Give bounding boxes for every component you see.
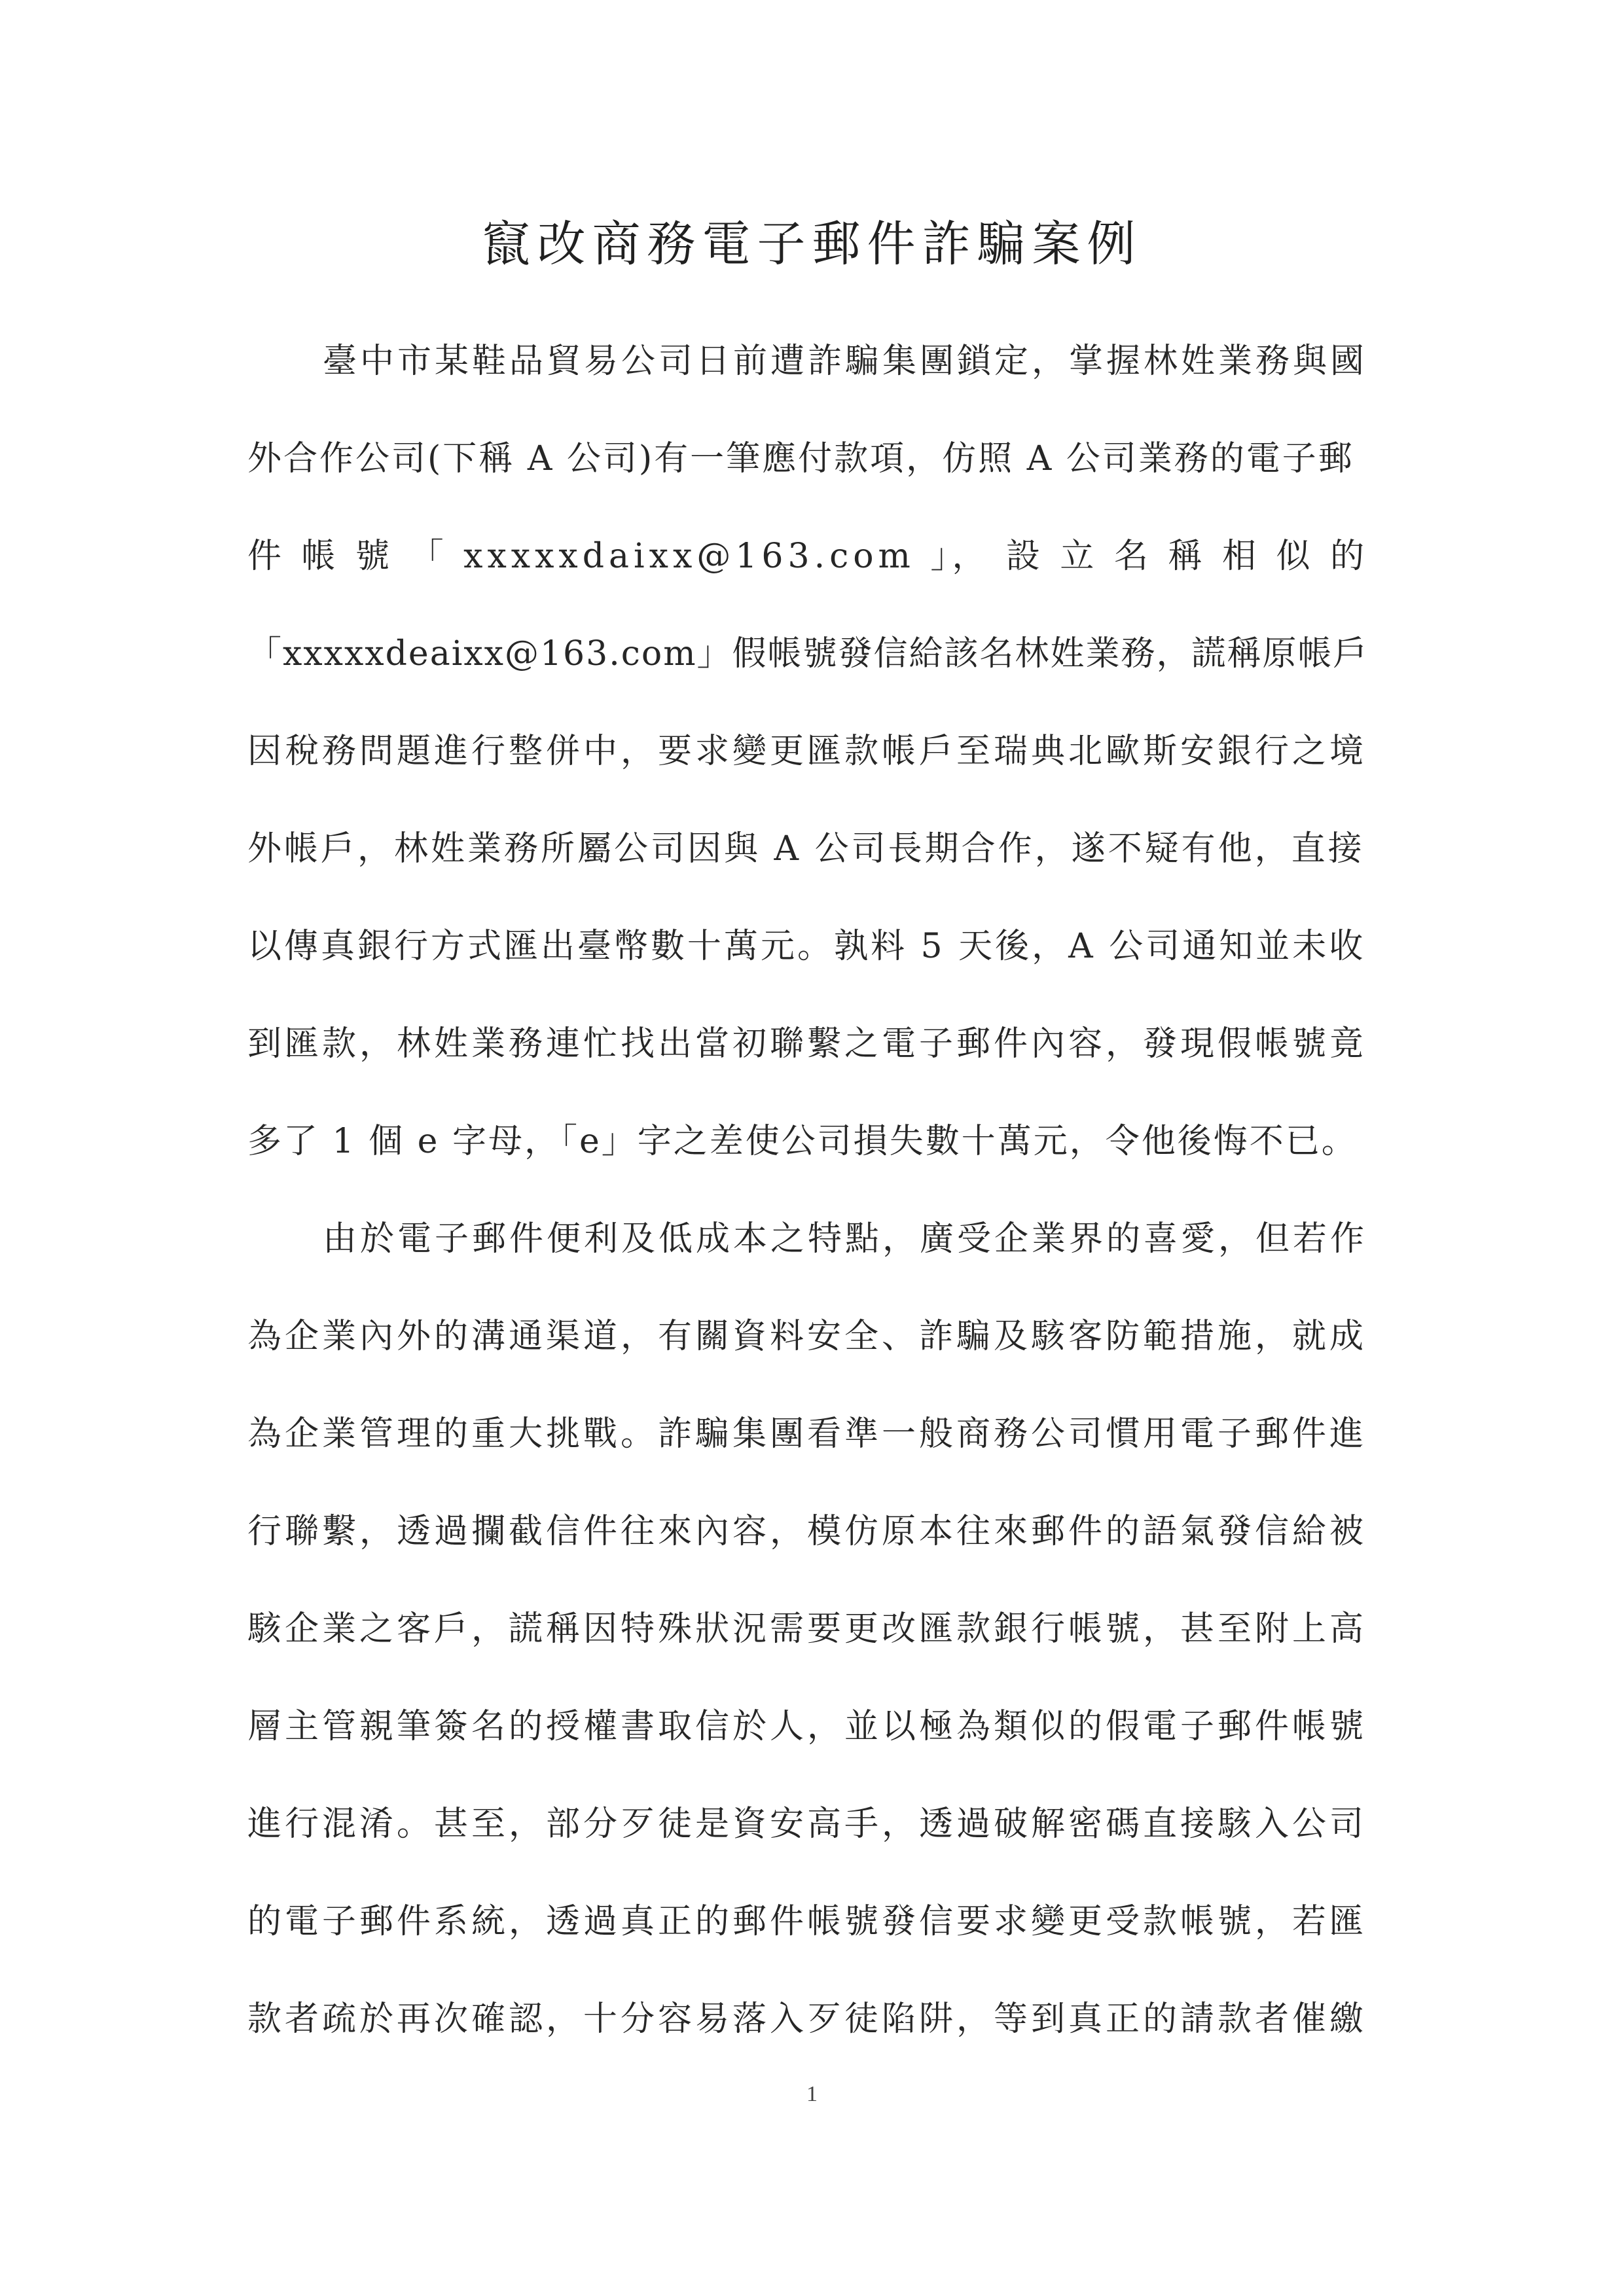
paragraph-line: 款者疏於再次確認，十分容易落入歹徒陷阱，等到真正的請款者催繳 — [247, 2000, 1367, 2039]
paragraph-line: 的電子郵件系統，透過真正的郵件帳號發信要求變更受款帳號，若匯 — [247, 1902, 1367, 1941]
paragraph-line: 由於電子郵件便利及低成本之特點，廣受企業界的喜愛，但若作 — [323, 1219, 1368, 1259]
paragraph-line: 件 帳 號 「 xxxxxdaixx@163.com 」， 設 立 名 稱 相 似 的 — [247, 537, 1369, 576]
document-body — [247, 313, 1373, 2068]
paragraph-line: 多了 1 個 e 字母，「e」字之差使公司損失數十萬元，令他後悔不已。 — [247, 1122, 1358, 1161]
paragraph-line: 「xxxxxdeaixx@163.com」假帳號發信給該名林姓業務，謊稱原帳戶 — [247, 634, 1369, 673]
document-title: 竄改商務電子郵件詐騙案例 — [482, 216, 1142, 272]
paragraph-line: 到匯款，林姓業務連忙找出當初聯繫之電子郵件內容，發現假帳號竟 — [247, 1024, 1367, 1064]
paragraph — [247, 1191, 1373, 2068]
paragraph-line: 外帳戶，林姓業務所屬公司因與 A 公司長期合作，遂不疑有他，直接 — [247, 829, 1365, 869]
paragraph-line: 進行混淆。甚至，部分歹徒是資安高手，透過破解密碼直接駭入公司 — [247, 1804, 1367, 1844]
paragraph-line: 層主管親筆簽名的授權書取信於人，並以極為類似的假電子郵件帳號 — [247, 1707, 1367, 1746]
paragraph-line: 因稅務問題進行整併中，要求變更匯款帳戶至瑞典北歐斯安銀行之境 — [247, 732, 1367, 771]
paragraph-line: 駭企業之客戶，謊稱因特殊狀況需要更改匯款銀行帳號，甚至附上高 — [247, 1609, 1367, 1649]
paragraph-line: 行聯繫，透過攔截信件往來內容，模仿原本往來郵件的語氣發信給被 — [247, 1512, 1367, 1551]
paragraph-line: 為企業內外的溝通渠道，有關資料安全、詐騙及駭客防範措施，就成 — [247, 1317, 1367, 1356]
paragraph-line: 臺中市某鞋品貿易公司日前遭詐騙集團鎖定，掌握林姓業務與國 — [323, 342, 1368, 381]
paragraph-line: 為企業管理的重大挑戰。詐騙集團看準一般商務公司慣用電子郵件進 — [247, 1414, 1367, 1454]
paragraph-line: 外合作公司(下稱 A 公司)有一筆應付款項，仿照 A 公司業務的電子郵 — [247, 439, 1354, 478]
page-number: 1 — [806, 2082, 818, 2106]
paragraph — [247, 313, 1373, 1191]
paragraph-line: 以傳真銀行方式匯出臺幣數十萬元。孰料 5 天後，A 公司通知並未收 — [247, 927, 1366, 966]
